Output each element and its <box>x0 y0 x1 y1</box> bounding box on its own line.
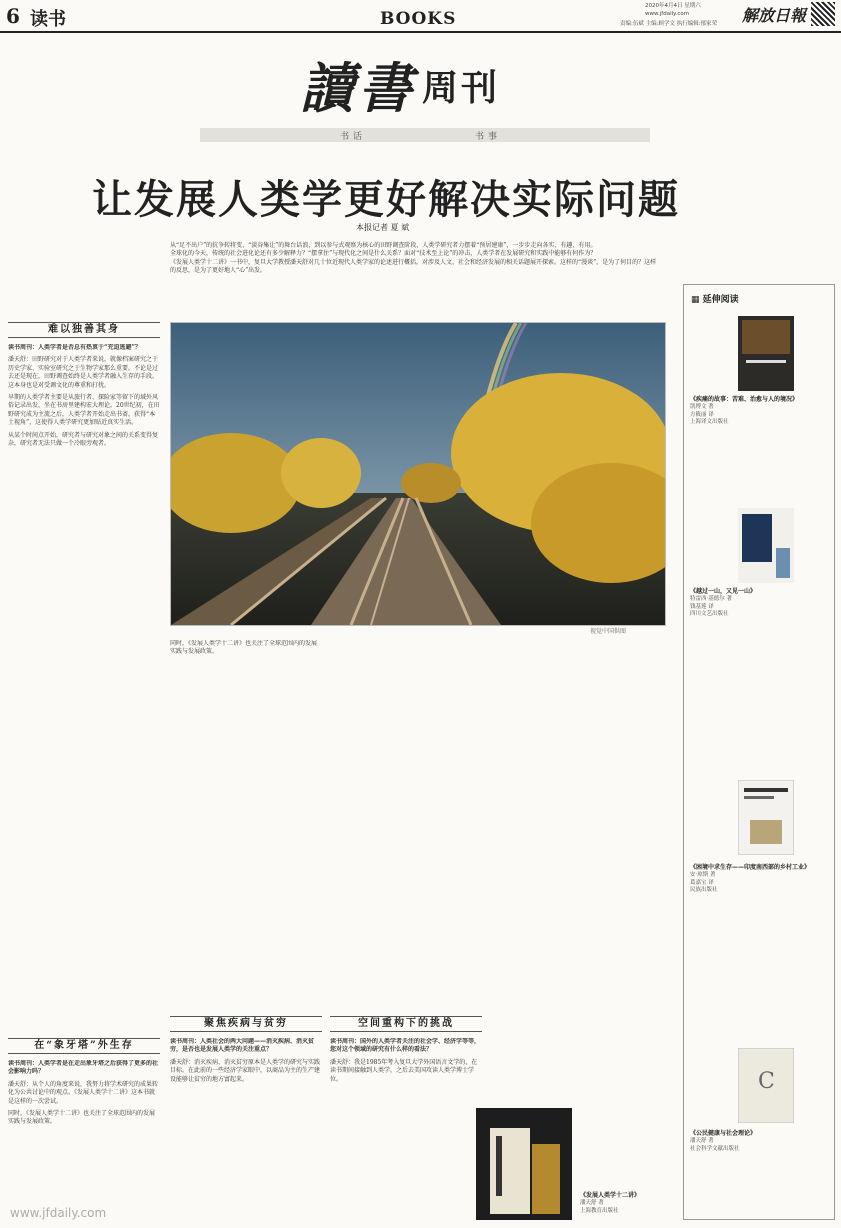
book-cover-2 <box>738 508 794 583</box>
article-column-3b <box>330 1016 482 1218</box>
header-rule <box>0 31 841 33</box>
answer-paragraph: 潘天舒：我是1985年考入复旦大学外国语言文学的，在读书期间接触到人类学，之后去美国攻读人类学博士学位。 <box>330 1058 478 1083</box>
book-cover-icon <box>738 1048 794 1123</box>
book-author: 潘天舒 著 <box>690 1138 714 1144</box>
qr-code-icon[interactable] <box>811 2 835 26</box>
answer-paragraph: 潘天舒：消灭疾病、消灭贫穷原本是人类学的研究与实践目标。在此前的一些经济学家眼中，以商品为主的生产建设能够让贫穷的地方富起来。 <box>170 1058 321 1083</box>
question: 读书周刊：人类学者是在走出象牙塔之后获得了更多的社会影响力吗？ <box>8 1060 159 1076</box>
editors-line: 责编:伍斌 主编:顾学文 执行编辑:郁家荣 <box>620 21 718 27</box>
book-title: 《越过一山，又见一山》 <box>690 588 757 595</box>
book-publisher: 四川文艺出版社 <box>690 611 729 618</box>
svg-text:C: C <box>758 1069 775 1094</box>
featured-book-title: 《发展人类学十二讲》 <box>580 1192 641 1199</box>
watermark: www.jfdaily.com <box>10 1206 107 1220</box>
book-cover-icon <box>476 1108 572 1220</box>
book-cover-1 <box>738 316 794 391</box>
question: 读书周刊：人类学者是否总有热衷于“充迫逃避”？ <box>8 344 141 351</box>
book-publisher: 上海译文出版社 <box>690 419 729 426</box>
book-cover-icon <box>738 316 794 391</box>
sidebar-book-2 <box>690 588 828 619</box>
answer-paragraph: 同时，《发展人类学十二讲》也关注了全球范围内的发展实践与发展政策。 <box>170 640 318 656</box>
tab-shushi[interactable]: 书事 <box>475 132 502 142</box>
book-title: 《公民健康与社会理论》 <box>690 1130 757 1137</box>
date-line: 2020年4月4日 星期六 <box>645 3 701 9</box>
book-translator: 方筱丽 译 <box>690 411 714 418</box>
featured-book-info <box>580 1192 676 1215</box>
article-photo <box>170 322 666 626</box>
featured-book-publisher: 上海教育出版社 <box>580 1207 619 1214</box>
book-publisher: 民族出版社 <box>690 887 718 894</box>
answer-paragraph: 潘天舒：从个人的角度来说，我努力将学术研究的成果转化为公共讨论中的观点。《发展人类学十二讲》这本书就是这样的一次尝试。 <box>8 1080 159 1105</box>
books-label: BOOKS <box>380 9 457 29</box>
lead-paragraph: 《发展人类学十二讲》一书中，复旦大学教授潘天舒对几十位近现代人类学家的论述进行概括，对涉及人文、社会和经济发展的相关话题展开探索。这样的“漫谈”，是为了何目的？这样的反思，是为了更好地人“心”出发。 <box>170 258 657 275</box>
book-cover-icon <box>738 780 794 855</box>
photo-caption: 视觉中国供图 <box>590 628 627 635</box>
newspaper-brand: 解放日報 <box>742 6 807 25</box>
featured-book-cover <box>476 1108 572 1220</box>
article-byline: 本报记者 夏 斌 <box>356 223 410 232</box>
book-author: 特雷西·基德尔 著 <box>690 596 732 602</box>
book-publisher: 社会科学文献出版社 <box>690 1145 740 1152</box>
book-translator: 葛嘉宝 译 <box>690 879 714 886</box>
article-column-1 <box>8 322 160 1024</box>
lead-paragraph: 从“足不出户”的抗争转将变、“淡谷集让”的舞台话浪，到以参与式观察为核心的田野调查阶段，人类学研究者力摆着“预居建康”，一步步走向各实、有趣、有用。 <box>170 242 597 249</box>
answer-paragraph: 从某个时间点开始，研究者与研究对象之间的关系变得复杂，研究者无法只做一个冷眼旁观者。 <box>8 431 159 448</box>
book-title: 《疾痛的故事：苦难、治愈与人的境况》 <box>690 396 799 403</box>
book-author: 安·琼斯 著 <box>690 872 716 878</box>
answer-paragraph: 早期的人类学者主要是从旅行者、探险家等留下的域外风俗记录出发，坐在书房里建构宏大理论。20世纪初，在田野研究成为主流之后，人类学者开始走出书斋，获得“本土视角”，这使得人类学研究更加贴近真实生活。 <box>8 394 160 427</box>
section-label: 读书 <box>30 9 66 30</box>
book-cover-icon <box>738 508 794 583</box>
sidebar-book-1 <box>690 396 828 427</box>
sidebar-book-3 <box>690 864 828 895</box>
question: 读书周刊：人类社会的两大问题——消灭疾病、消灭贫穷，是否也是发展人类学的关注重点？ <box>170 1038 315 1054</box>
answer-paragraph: 同时，《发展人类学十二讲》也关注了全球范围内的发展实践与发展政策。 <box>8 1110 156 1126</box>
article-lead <box>170 242 660 276</box>
railway-rainbow-image <box>171 323 665 625</box>
tab-shuhua[interactable]: 书话 <box>340 132 367 142</box>
book-cover-4 <box>738 1048 794 1123</box>
article-column-2 <box>170 640 322 1010</box>
masthead-title: 讀書 <box>300 56 416 120</box>
book-title: 《困境中求生存——印度南西部的乡村工业》 <box>690 864 811 871</box>
book-icon: ▦ <box>691 295 703 305</box>
sidebar-heading: ▦ 延伸阅读 <box>691 295 739 305</box>
book-translator: 钱基莲 译 <box>690 603 714 610</box>
article-column-1b <box>8 1038 160 1220</box>
site-url[interactable]: www.jfdaily.com <box>645 11 690 17</box>
question: 读书周刊：国外的人类学者关注的社会学、经济学等等，您对这个领域的研究有什么样的看法？ <box>330 1038 481 1054</box>
tab-bar <box>200 128 650 142</box>
book-cover-3 <box>738 780 794 855</box>
section-title: 在“象牙塔”外生存 <box>8 1038 160 1054</box>
masthead-subtitle: 周刊 <box>422 67 501 109</box>
section-title: 难以独善其身 <box>8 322 160 338</box>
featured-book-author: 潘天舒 著 <box>580 1200 604 1206</box>
section-title: 空间重构下的挑战 <box>330 1016 482 1032</box>
section-title: 聚焦疾病与贫穷 <box>170 1016 322 1032</box>
answer-paragraph: 潘天舒：田野研究对于人类学者来说，就像档案研究之于历史学家、实验室研究之于生物学家那么重要。不论是过去还是现在，田野调查始终是人类学者融入生存的手段。这本身也是对受调文化的尊重和打扰。 <box>8 356 159 389</box>
book-author: 凯博文 著 <box>690 404 714 410</box>
article-headline: 让发展人类学更好解决实际问题 <box>92 177 680 223</box>
article-column-2b <box>170 1016 322 1218</box>
page-number: 6 <box>6 4 20 28</box>
lead-paragraph: 全球化的今天，传统的社会进化论还有多少解释力？“摆拿住”与现代化之间是什么关系？面对“技术至上论”的冲击，人类学者在发展研究和实践中能够有何作为？ <box>170 250 597 258</box>
sidebar-book-4 <box>690 1130 828 1153</box>
